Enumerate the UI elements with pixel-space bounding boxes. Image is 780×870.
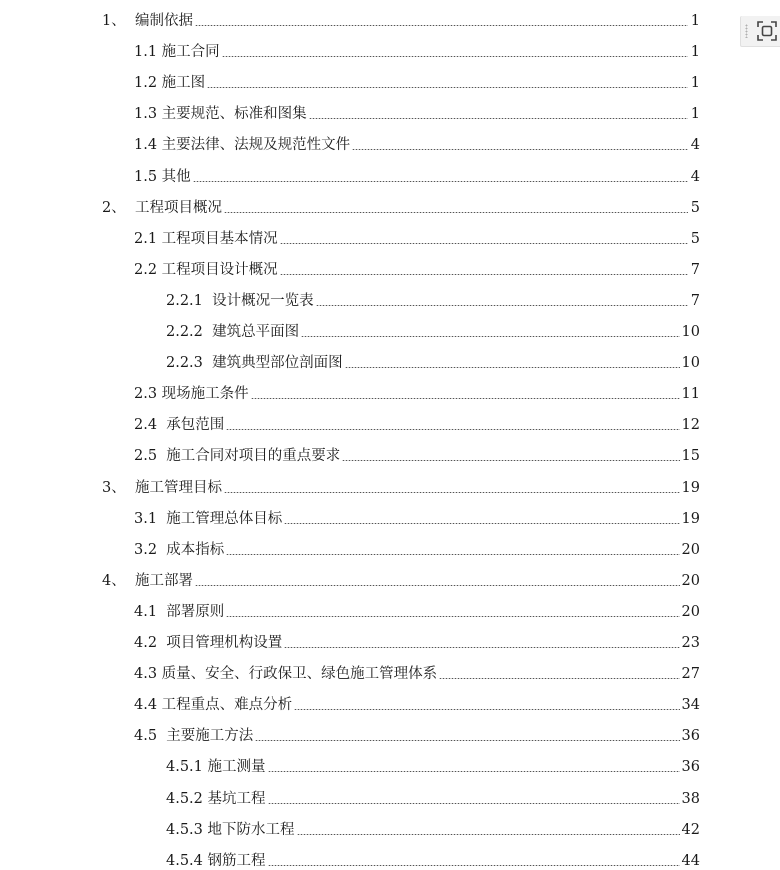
toc-entry-number: 3、 [102,479,135,496]
toc-entry-page-number: 5 [690,199,700,216]
dot-leader [255,740,679,741]
toc-entry-title[interactable]: 地下防水工程 [207,821,295,838]
toc-entry[interactable] [0,6,700,30]
toc-entry[interactable] [0,348,700,372]
toc-entry-title[interactable]: 施工合同对项目的重点要求 [166,448,341,465]
dot-leader [280,274,688,275]
dot-leader [224,492,680,493]
dot-leader [280,243,688,244]
toc-entry[interactable] [0,162,700,186]
toc-entry[interactable] [0,721,700,745]
toc-entry-title[interactable]: 施工合同 [161,44,220,61]
toc-entry-page-number: 4 [690,137,700,154]
dot-leader [195,25,688,26]
toc-entry-page-number: 20 [681,572,700,589]
toc-entry-title[interactable]: 施工图 [161,75,206,92]
toc-entry-title[interactable]: 基坑工程 [207,790,266,807]
toc-entry-title[interactable]: 建筑典型部位剖面图 [212,355,343,372]
dot-leader [193,181,688,182]
toc-entry[interactable] [0,690,700,714]
toc-entry-number: 2.4 [134,417,167,434]
toc-entry-title[interactable]: 成本指标 [166,541,225,558]
toc-entry[interactable] [0,410,700,434]
toc-entry-page-number: 7 [690,261,700,278]
dot-leader [297,834,680,835]
toc-entry-title[interactable]: 其他 [161,168,191,185]
toc-entry-title[interactable]: 主要规范、标准和图集 [161,106,307,123]
toc-entry[interactable] [0,317,700,341]
side-panel-tab[interactable] [740,16,780,47]
toc-entry-page-number: 7 [690,292,700,309]
toc-entry-number: 1.5 [134,168,162,185]
toc-entry-number: 1.2 [134,75,162,92]
dot-leader [226,429,679,430]
dot-leader [226,554,679,555]
toc-entry[interactable] [0,441,700,465]
toc-entry-page-number: 36 [681,759,700,776]
toc-entry[interactable] [0,535,700,559]
toc-entry[interactable] [0,628,700,652]
toc-entry[interactable] [0,566,700,590]
dot-leader [284,523,679,524]
dot-leader [316,305,688,306]
toc-entry-number: 1.1 [134,44,162,61]
toc-entry-title[interactable]: 施工部署 [134,572,193,589]
toc-entry-page-number: 36 [681,728,700,745]
toc-entry-number: 4.3 [134,666,162,683]
toc-entry-page-number: 12 [681,417,700,434]
toc-entry[interactable] [0,286,700,310]
toc-entry-number: 4.5.2 [166,790,208,807]
dot-leader [352,149,688,150]
toc-entry-page-number: 4 [690,168,700,185]
toc-entry[interactable] [0,659,700,683]
toc-entry-number: 4.4 [134,697,162,714]
toc-entry-page-number: 20 [681,603,700,620]
toc-entry-number: 4.5.4 [166,852,208,869]
toc-entry-title[interactable]: 现场施工条件 [161,386,249,403]
toc-entry[interactable] [0,224,700,248]
dot-leader [439,678,679,679]
toc-entry[interactable] [0,846,700,870]
toc-entry-page-number: 1 [690,44,700,61]
toc-entry-page-number: 23 [681,635,700,651]
toc-entry-number: 2.2.1 [166,292,213,309]
toc-entry[interactable] [0,379,700,403]
toc-entry-number: 2、 [102,199,135,216]
toc-entry-number: 2.5 [134,448,167,465]
toc-entry-title[interactable]: 施工管理目标 [134,479,222,496]
toc-entry-page-number: 1 [690,106,700,123]
toc-entry-page-number: 15 [681,448,700,465]
toc-entry-title[interactable]: 建筑总平面图 [212,324,300,340]
toc-entry-number: 2.2 [134,261,162,278]
toc-entry-page-number: 34 [681,697,700,714]
toc-entry-number: 2.2.3 [166,355,213,372]
toc-entry-page-number: 38 [681,790,700,807]
toc-entry-title[interactable]: 部署原则 [166,603,225,620]
dot-leader [294,709,679,710]
toc-entry-title[interactable]: 工程重点、难点分析 [161,697,293,714]
expand-frame-icon[interactable] [756,20,778,42]
toc-entry-title[interactable]: 设计概况一览表 [212,292,314,309]
dot-leader [284,647,679,648]
toc-entry[interactable] [0,99,700,123]
toc-entry-number: 4.5 [134,728,167,745]
toc-entry-page-number: 44 [681,852,700,869]
toc-entry-title[interactable]: 工程项目设计概况 [161,261,278,278]
toc-entry[interactable] [0,815,700,839]
toc-entry-title[interactable]: 钢筋工程 [207,852,266,869]
toc-entry[interactable] [0,752,700,776]
dot-leader [309,118,688,119]
toc-entry-number: 1.4 [134,137,162,154]
toc-entry-page-number: 19 [681,510,700,527]
toc-entry[interactable] [0,504,700,528]
toc-entry-number: 3.2 [134,541,167,558]
toc-entry-number: 1、 [102,13,135,29]
toc-entry-page-number: 1 [690,75,700,92]
toc-entry[interactable] [0,784,700,808]
dot-leader [342,460,679,461]
toc-entry-number: 4、 [102,572,135,589]
toc-entry-number: 4.5.1 [166,759,208,776]
toc-entry[interactable] [0,473,700,497]
toc-entry-page-number: 27 [681,666,700,683]
dot-leader [268,803,680,804]
toc-entry-number: 1.3 [134,106,162,123]
toc-entry-page-number: 20 [681,541,700,558]
toc-entry-title[interactable]: 主要施工方法 [166,728,254,745]
toc-entry[interactable] [0,597,700,621]
toc-entry[interactable] [0,37,700,61]
toc-entry-number: 2.2.2 [166,324,213,340]
dot-leader [207,87,688,88]
toc-entry[interactable] [0,130,700,154]
toc-entry-title[interactable]: 项目管理机构设置 [166,635,283,651]
toc-entry-title[interactable]: 编制依据 [134,13,193,29]
toc-entry-title[interactable]: 工程项目基本情况 [161,230,278,247]
toc-entry-page-number: 19 [681,479,700,496]
grip-handle-icon[interactable] [745,24,748,38]
toc-entry-number: 3.1 [134,510,167,527]
toc-entry-number: 4.1 [134,603,167,620]
toc-entry-page-number: 10 [681,355,700,372]
toc-entry-title[interactable]: 主要法律、法规及规范性文件 [161,137,351,154]
toc-entry-page-number: 11 [681,386,700,403]
toc-entry-page-number: 10 [681,324,700,340]
toc-entry-title[interactable]: 承包范围 [166,417,225,434]
dot-leader [222,56,688,57]
dot-leader [226,616,679,617]
toc-entry-number: 2.3 [134,386,162,403]
dot-leader [268,771,680,772]
dot-leader [268,865,680,866]
dot-leader [345,367,680,368]
toc-entry-title[interactable]: 施工管理总体目标 [166,510,283,527]
toc-entry-title[interactable]: 质量、安全、行政保卫、绿色施工管理体系 [161,666,438,683]
toc-entry-number: 4.2 [134,635,167,651]
toc-entry[interactable] [0,68,700,92]
dot-leader [301,336,679,337]
toc-entry-title[interactable]: 工程项目概况 [134,199,222,216]
toc-entry-number: 2.1 [134,230,162,247]
toc-entry[interactable] [0,255,700,279]
toc-entry-page-number: 5 [690,230,700,247]
toc-entry-number: 4.5.3 [166,821,208,838]
toc-entry-title[interactable]: 施工测量 [207,759,266,776]
toc-entry-page-number: 1 [690,13,700,29]
dot-leader [195,585,680,586]
dot-leader [251,398,680,399]
toc-entry[interactable] [0,193,700,217]
dot-leader [224,212,688,213]
toc-entry-page-number: 42 [681,821,700,838]
